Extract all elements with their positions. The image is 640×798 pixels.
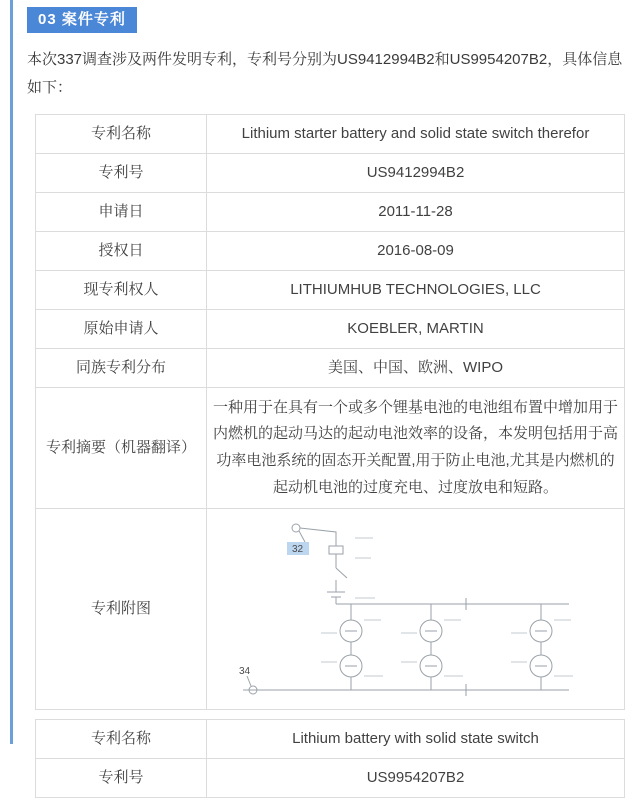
row-value: Lithium battery with solid state switch xyxy=(207,720,625,759)
row-label: 同族专利分布 xyxy=(36,348,207,387)
row-label: 现专利权人 xyxy=(36,270,207,309)
table-row-figure xyxy=(36,509,625,710)
patent-figure-cell xyxy=(207,509,625,710)
table-row xyxy=(36,759,625,798)
row-label: 原始申请人 xyxy=(36,309,207,348)
table-row xyxy=(36,114,625,153)
row-value: 2016-08-09 xyxy=(207,231,625,270)
patent-table-1 xyxy=(35,114,625,711)
row-label: 授权日 xyxy=(36,231,207,270)
patent-table-2 xyxy=(35,719,625,798)
table-row xyxy=(36,348,625,387)
left-accent-rule xyxy=(10,0,13,744)
row-label: 申请日 xyxy=(36,192,207,231)
table-row xyxy=(36,309,625,348)
table-row xyxy=(36,192,625,231)
row-label: 专利名称 xyxy=(36,720,207,759)
row-label: 专利摘要（机器翻译） xyxy=(36,387,207,509)
intro-paragraph: 本次337调查涉及两件发明专利，专利号分别为US9412994B2和US9954207B2，具体信息如下： xyxy=(27,51,623,96)
figure-bottom-terminal-label: 34 xyxy=(238,666,250,678)
figure-top-terminal-label: 32 xyxy=(291,544,303,556)
row-value: Lithium starter battery and solid state switch therefor xyxy=(207,114,625,153)
row-value: LITHIUMHUB TECHNOLOGIES, LLC xyxy=(207,270,625,309)
table-row xyxy=(36,153,625,192)
patent-figure-diagram xyxy=(221,516,611,702)
table-row-abstract xyxy=(36,387,625,509)
row-value: US9412994B2 xyxy=(207,153,625,192)
row-value: 2011-11-28 xyxy=(207,192,625,231)
row-value: KOEBLER, MARTIN xyxy=(207,309,625,348)
row-value: US9954207B2 xyxy=(207,759,625,798)
table-row xyxy=(36,720,625,759)
row-label: 专利号 xyxy=(36,759,207,798)
table-gap xyxy=(27,710,625,719)
table-row xyxy=(36,231,625,270)
row-value: 一种用于在具有一个或多个锂基电池的电池组布置中增加用于内燃机的起动马达的起动电池效率的设备，本发明包括用于高功率电池系统的固态开关配置,用于防止电池,尤其是内燃机的起动机电池的过度充电、过度放电和短路。 xyxy=(207,387,625,509)
row-label: 专利名称 xyxy=(36,114,207,153)
section-heading-badge: 03 案件专利 xyxy=(27,7,137,33)
row-label: 专利号 xyxy=(36,153,207,192)
table-row xyxy=(36,270,625,309)
row-label: 专利附图 xyxy=(36,509,207,710)
row-value: 美国、中国、欧洲、WIPO xyxy=(207,348,625,387)
